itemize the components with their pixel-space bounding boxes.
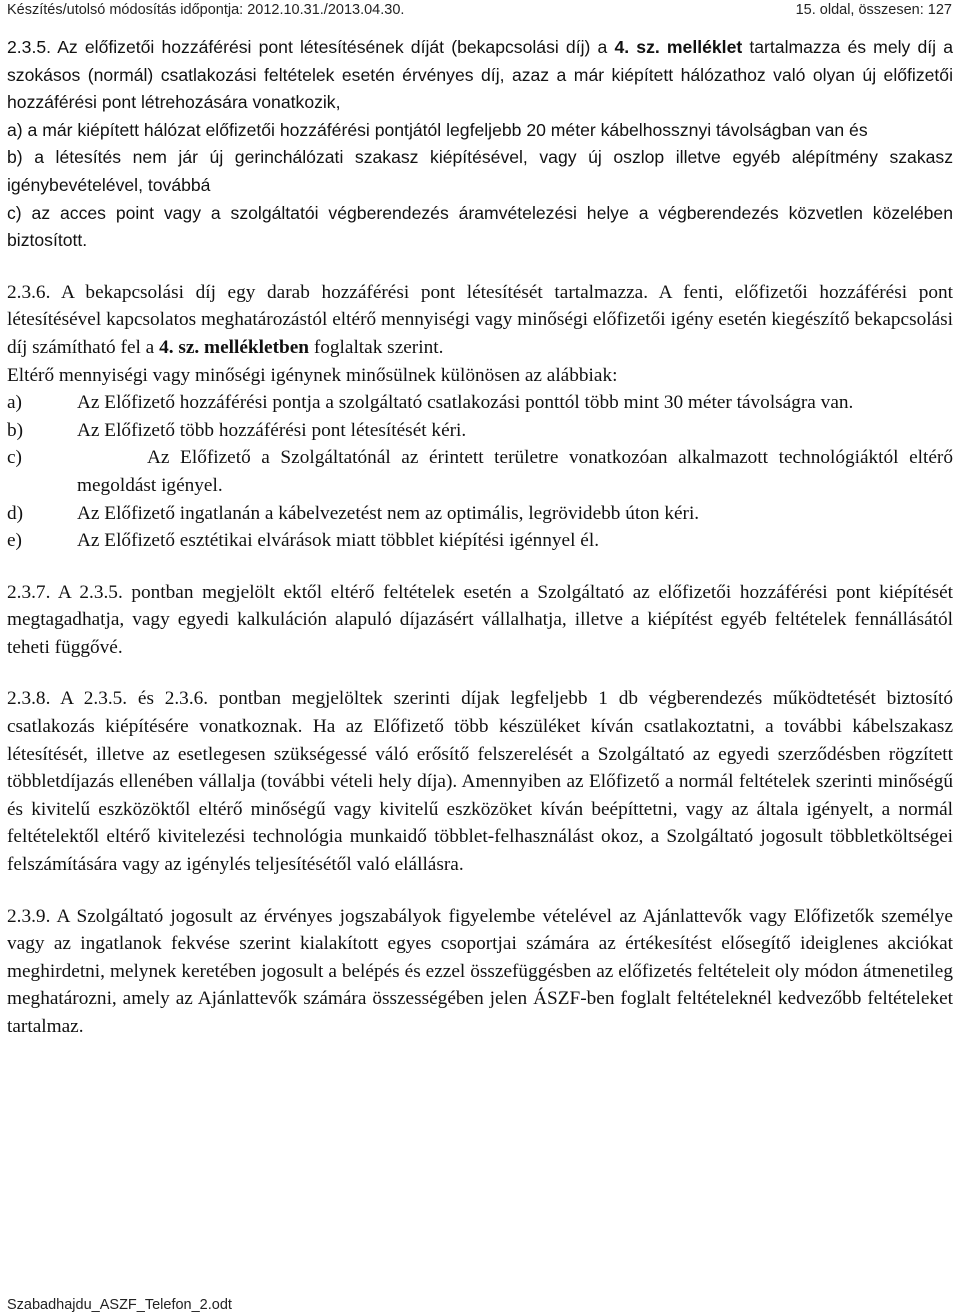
list-label: c) bbox=[7, 447, 22, 469]
requirement-list bbox=[7, 389, 953, 555]
bold-reference: 4. sz. mellékletben bbox=[159, 336, 310, 358]
spacer bbox=[7, 255, 953, 279]
page-footer: Szabadhajdu_ASZF_Telefon_2.odt bbox=[7, 1297, 232, 1313]
list-label: e) bbox=[7, 530, 22, 552]
paragraph-text: foglaltak szerint. bbox=[309, 336, 444, 358]
paragraph-2-3-7: 2.3.7. A 2.3.5. pontban megjelölt ektől eltérő feltételek esetén a Szolgáltató az előfizetői hozzáférési pont kiépítését megtagadhatja, vagy egyedi kalkuláción alapuló díjazásért vállalhatja, illetve a kiépítést egyéb feltételek fennállásától teheti függővé. bbox=[7, 581, 953, 658]
spacer bbox=[7, 661, 953, 685]
paragraph-2-3-5 bbox=[7, 34, 953, 117]
list-text: Az Előfizető több hozzáférési pont létesítését kéri. bbox=[77, 419, 467, 441]
list-item-a: a) a már kiépített hálózat előfizetői hozzáférési pontjától legfeljebb 20 méter kábelhossznyi távolságban van és bbox=[7, 119, 868, 140]
list-label: a) bbox=[7, 392, 22, 414]
paragraph-text: 2.3.6. A bekapcsolási díj egy darab hozzáférési pont létesítését tartalmazza. A fenti, előfizetői hozzáférési pont létesítésével kapcsolatos meghatározástól eltérő mennyiségi vagy minőségi előfizetői igény esetén kiegészítő bekapcsolási díj számítható fel a bbox=[7, 281, 953, 358]
list-item-c: c) az acces point vagy a szolgáltatói végberendezés áramvételezési helye a végberendezés közvetlen közelében biztosított. bbox=[7, 202, 953, 251]
document-body bbox=[7, 34, 953, 1041]
list-label: b) bbox=[7, 419, 24, 441]
section-2-3-5 bbox=[7, 34, 953, 255]
spacer bbox=[7, 555, 953, 579]
header-date: Készítés/utolsó módosítás időpontja: 2012.10.31./2013.04.30. bbox=[7, 2, 405, 18]
list-text: Az Előfizető a Szolgáltatónál az érintett területre vonatkozóan alkalmazott technológiáktól eltérő megoldást igényel. bbox=[77, 447, 953, 496]
paragraph-2-3-9: 2.3.9. A Szolgáltató jogosult az érvényes jogszabályok figyelembe vételével az Ajánlattevők vagy Előfizetők személye vagy az ingatlanok fekvése szerint kialakított egyes csoportjai számára az értékesítést elősegítő ideiglenes akciókat meghirdetni, melynek keretében jogosult a belépés és ezzel összefüggésben az előfizetés feltételeit oly módon átmenetileg meghatározni, amely az Ajánlattevők számára összességében jelen ÁSZF-ben foglalt feltételeknél kedvezőbb feltételeket tartalmaz. bbox=[7, 905, 953, 1037]
header-page-number: 15. oldal, összesen: 127 bbox=[795, 2, 952, 18]
paragraph-2-3-6 bbox=[7, 279, 953, 362]
list-item bbox=[7, 500, 953, 528]
page-header bbox=[7, 2, 952, 26]
section-2-3-6 bbox=[7, 279, 953, 555]
list-item-b: b) a létesítés nem jár új gerinchálózati szakasz kiépítésével, vagy új oszlop illetve egyéb alépítmény szakasz igénybevételével, továbbá bbox=[7, 147, 953, 195]
list-text: Az Előfizető ingatlanán a kábelvezetést nem az optimális, legrövidebb úton kéri. bbox=[77, 502, 700, 524]
list-text: Az Előfizető hozzáférési pontja a szolgáltató csatlakozási ponttól több mint 30 méter távolságra van. bbox=[77, 392, 854, 414]
list-text: Az Előfizető esztétikai elvárások miatt többlet kiépítési igénnyel él. bbox=[77, 530, 600, 552]
list-item bbox=[7, 444, 953, 499]
list-item bbox=[7, 389, 953, 417]
list-item bbox=[7, 417, 953, 445]
spacer bbox=[7, 879, 953, 903]
paragraph-text: 2.3.5. Az előfizetői hozzáférési pont létesítésének díját (bekapcsolási díj) a bbox=[7, 37, 615, 57]
list-intro: Eltérő mennyiségi vagy minőségi igénynek minősülnek különösen az alábbiak: bbox=[7, 364, 618, 386]
list-label: d) bbox=[7, 502, 24, 524]
paragraph-2-3-8: 2.3.8. A 2.3.5. és 2.3.6. pontban megjelöltek szerinti díjak legfeljebb 1 db végberendezés működtetését biztosító csatlakozás kiépítésére vonatkoznak. Ha az Előfizető több készüléket kíván csatlakoztatni, a további kábelszakasz létesítését, illetve az esetlegesen szükségessé váló erősítő felszerelését a Szolgáltató az egyedi szerződésben rögzített többletdíjazás ellenében vállalja (további vételi hely díja). Amennyiben az Előfizető a normál feltételek szerinti minőségű és kivitelű eszközöktől eltérő minőségű vagy kivitelű eszközöket kíván beépíttetni, vagy az általa igényelt, a normál feltételektől eltérő kivitelezési technológia munkaidő többlet-felhasználást okoz, a Szolgáltató jogosult többletköltségei felszámítására vagy az igénylés teljesítésétől való elállásra. bbox=[7, 688, 953, 876]
paragraph-text: tartalmazza és mely díj a szokásos (normál) csatlakozási feltételek esetén érvényes díj, azaz a már kiépített hálózathoz való olyan új előfizetői hozzáférési pont létrehozására vonatkozik, bbox=[7, 37, 953, 113]
list-item bbox=[7, 527, 953, 555]
bold-reference: 4. sz. melléklet bbox=[614, 37, 743, 57]
